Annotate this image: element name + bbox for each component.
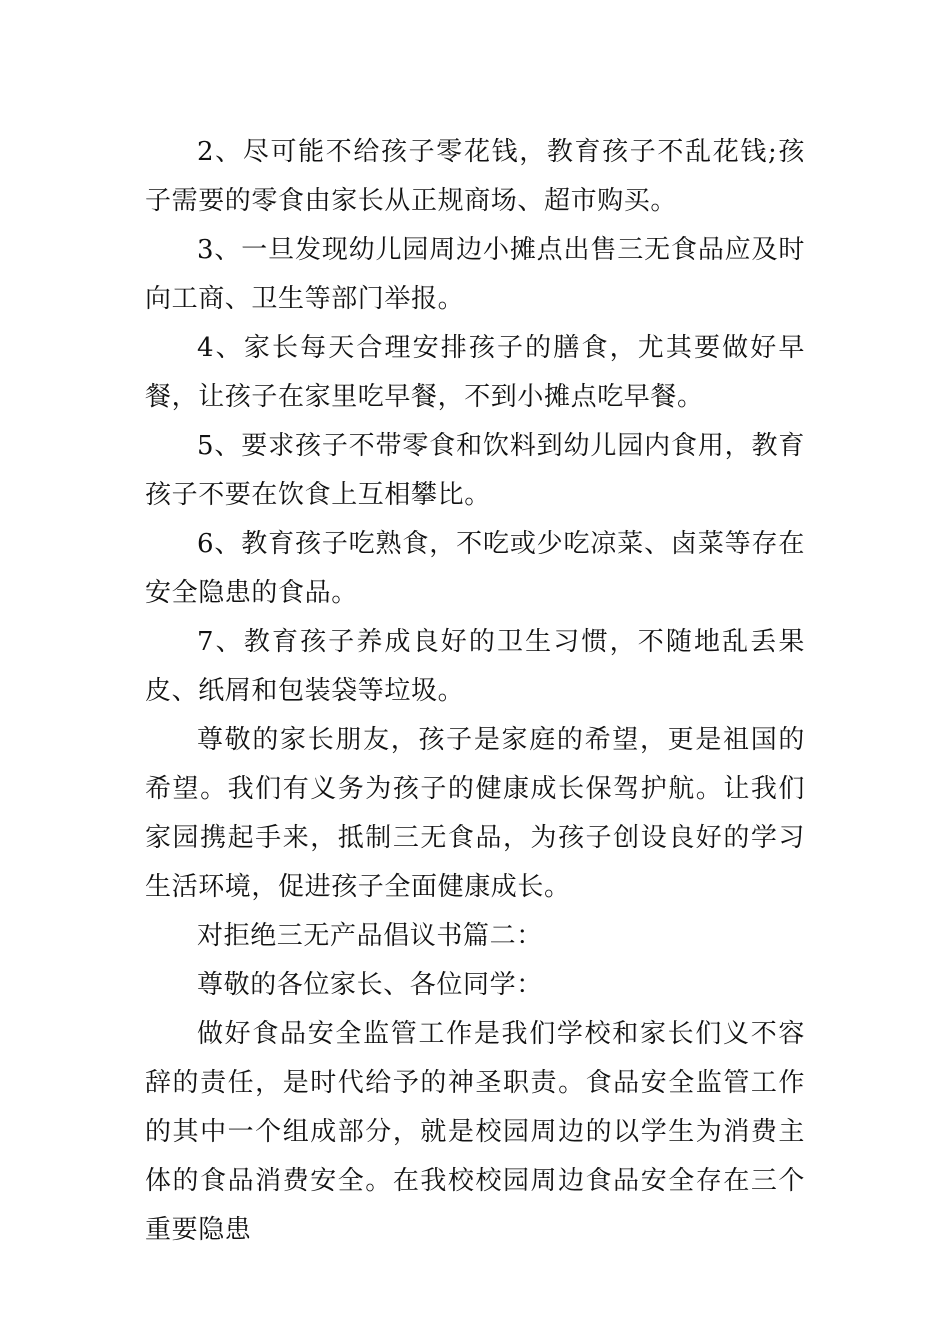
- section-title: 对拒绝三无产品倡议书篇二：: [197, 921, 543, 951]
- paragraph-item-7: 7、教育孩子养成良好的卫生习惯，不随地乱丢果皮、纸屑和包装袋等垃圾。: [145, 627, 805, 706]
- paragraph-item-4: 4、家长每天合理安排孩子的膳食，尤其要做好早餐，让孩子在家里吃早餐，不到小摊点吃早餐。: [145, 333, 805, 412]
- document-body: [145, 128, 805, 1255]
- paragraph-item-5: 5、要求孩子不带零食和饮料到幼儿园内食用，教育孩子不要在饮食上互相攀比。: [145, 431, 805, 510]
- paragraph-item-2: 2、尽可能不给孩子零花钱，教育孩子不乱花钱;孩子需要的零食由家长从正规商场、超市购买。: [145, 137, 805, 216]
- paragraph-item-6: 6、教育孩子吃熟食，不吃或少吃凉菜、卤菜等存在安全隐患的食品。: [145, 529, 805, 608]
- closing-paragraph: 尊敬的家长朋友，孩子是家庭的希望，更是祖国的希望。我们有义务为孩子的健康成长保驾护航。让我们家园携起手来，抵制三无食品，为孩子创设良好的学习生活环境，促进孩子全面健康成长。: [145, 725, 805, 902]
- paragraph-item-3: 3、一旦发现幼儿园周边小摊点出售三无食品应及时向工商、卫生等部门举报。: [145, 235, 805, 314]
- body-paragraph: 做好食品安全监管工作是我们学校和家长们义不容辞的责任，是时代给予的神圣职责。食品安全监管工作的其中一个组成部分，就是校园周边的以学生为消费主体的食品消费安全。在我校校园周边食品安全存在三个重要隐患: [145, 1019, 805, 1245]
- salutation: 尊敬的各位家长、各位同学：: [197, 970, 543, 1000]
